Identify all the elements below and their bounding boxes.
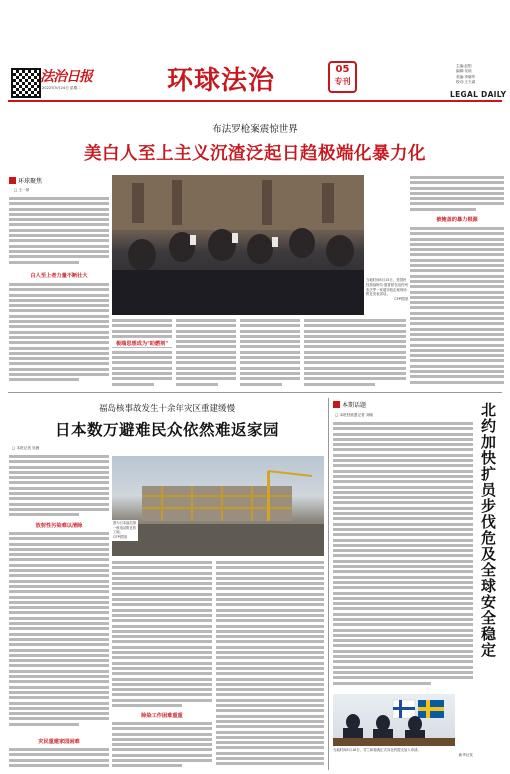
article1-body-a <box>9 196 109 266</box>
masthead-rule <box>8 100 502 102</box>
article1-body-c <box>410 175 504 213</box>
article1-body-d <box>410 226 504 389</box>
headline-title: 美白人至上主义沉渣泛起日趋极端化暴力化 <box>84 144 426 164</box>
article2-body-f <box>216 560 324 769</box>
editor-line: 主编:赵阳 <box>456 64 472 68</box>
section-tag <box>9 176 42 185</box>
badge-number: 05 <box>335 64 350 75</box>
issue-line: 2022年5月24日 星期二 <box>42 86 81 90</box>
article3-title: 北约加快扩员步伐危及全球安全稳定 <box>479 402 497 658</box>
section-label: 本期话题 <box>342 402 367 409</box>
article2-body-b <box>9 531 109 731</box>
nato-photo <box>333 694 455 746</box>
editor-line: 校对:王天睿 <box>456 79 476 84</box>
section-divider <box>8 392 502 393</box>
protest-photo <box>112 175 364 315</box>
photo2-caption-box <box>112 520 138 541</box>
section-label: 环球聚焦 <box>18 178 43 185</box>
page-badge <box>328 61 357 93</box>
legal-daily-label: LEGAL DAILY <box>450 90 507 99</box>
construction-photo <box>112 456 324 556</box>
photo1-credit: CFP供图 <box>394 297 408 302</box>
article1-body-h <box>304 318 406 390</box>
article2-body-a <box>9 454 109 519</box>
photo3-caption-box <box>333 748 473 758</box>
article1-byline: □ 王一顿 <box>14 188 30 192</box>
article2-subhead: 放射性污染难以清除 <box>35 523 83 529</box>
section-marker <box>9 177 16 184</box>
column-divider <box>328 398 329 770</box>
article2-byline: □ 本报记者 吴薇 <box>12 446 40 450</box>
article1-subhead: 被掩盖的暴力根源 <box>436 217 478 223</box>
qr-code <box>11 68 41 98</box>
article3-body-a <box>333 421 473 691</box>
article1-subhead: 极端思想成为"助燃剂" <box>112 340 172 347</box>
paper-logo: 法治日报 <box>40 69 92 85</box>
section-marker <box>333 401 340 408</box>
article2-body-e <box>112 721 212 769</box>
photo1-caption: 当地时间5月15日，美国民权领袖阿尔·夏普顿在纽约州布法罗一家超市枪击案现场附近发表讲话。 <box>366 278 408 297</box>
page-title: 环球法治 <box>167 66 276 96</box>
photo2-credit: CFP供图 <box>113 534 127 539</box>
section-tag <box>333 400 366 409</box>
photo3-caption: 当地时间5月18日，芬兰和瑞典正式向北约提交加入申请。 <box>333 748 421 752</box>
headline-kicker: 布法罗枪案震惊世界 <box>212 124 298 135</box>
article2-kicker: 福岛核事故发生十余年灾区重建缓慢 <box>98 404 235 414</box>
article1-body-b <box>9 282 109 382</box>
article3-byline: □ 本报驻欧盟记者 刘晓 <box>335 413 374 417</box>
editor-line: 美编:李晓军 <box>456 74 476 79</box>
article2-body-d <box>112 560 212 710</box>
badge-label: 专刊 <box>334 77 351 86</box>
article1-body-e <box>112 318 172 390</box>
photo3-credit: 新华社发 <box>458 752 473 757</box>
photo1-caption-box <box>366 278 408 302</box>
article2-subhead: 灾民重建家园困难 <box>38 739 80 745</box>
article2-title: 日本数万避难民众依然难返家园 <box>54 421 279 439</box>
article2-body-c <box>9 747 109 769</box>
article1-body-f <box>176 318 236 390</box>
editor-list <box>456 64 506 85</box>
article1-subhead: 白人至上者力量不断壮大 <box>30 273 88 279</box>
article2-subhead: 除染工作困难重重 <box>141 713 183 719</box>
editor-line: 编辑:吴琼 <box>456 69 472 74</box>
article1-body-g <box>240 318 300 390</box>
photo2-caption: 图为日本福岛第一核电站附近的工地。 <box>113 521 137 535</box>
